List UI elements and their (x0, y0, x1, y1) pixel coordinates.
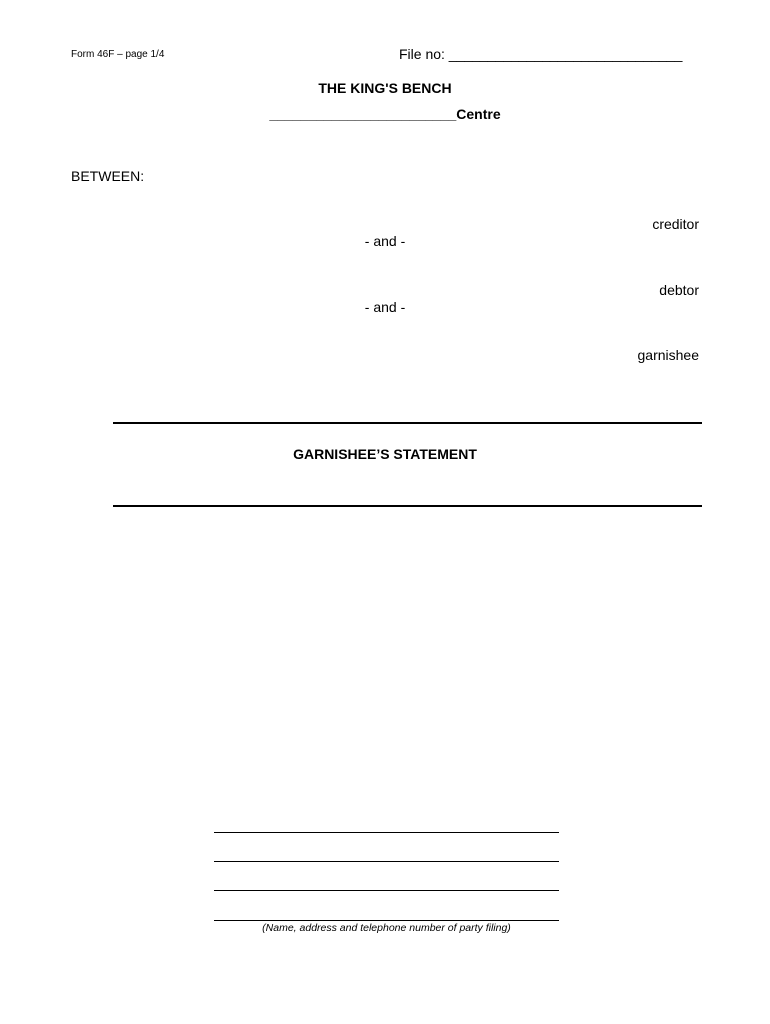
court-centre-field: ________________________Centre (269, 106, 501, 122)
filer-caption: (Name, address and telephone number of party filing) (262, 922, 511, 934)
filer-line-4 (214, 920, 559, 921)
filer-line-3 (214, 890, 559, 891)
form-page-label: Form 46F – page 1/4 (71, 49, 165, 60)
title-rule-top (113, 422, 702, 424)
title-rule-bottom (113, 505, 702, 507)
debtor-label: debtor (659, 282, 699, 298)
garnishee-label: garnishee (637, 347, 699, 363)
between-label: BETWEEN: (71, 168, 145, 184)
court-title: THE KING'S BENCH (318, 80, 452, 96)
creditor-label: creditor (652, 216, 699, 232)
document-title: GARNISHEE’S STATEMENT (293, 446, 477, 462)
and-separator-1: - and - (364, 233, 406, 249)
file-number-field: File no: ______________________________ (399, 46, 683, 62)
and-separator-2: - and - (364, 299, 406, 315)
filer-line-2 (214, 861, 559, 862)
filer-line-1 (214, 832, 559, 833)
